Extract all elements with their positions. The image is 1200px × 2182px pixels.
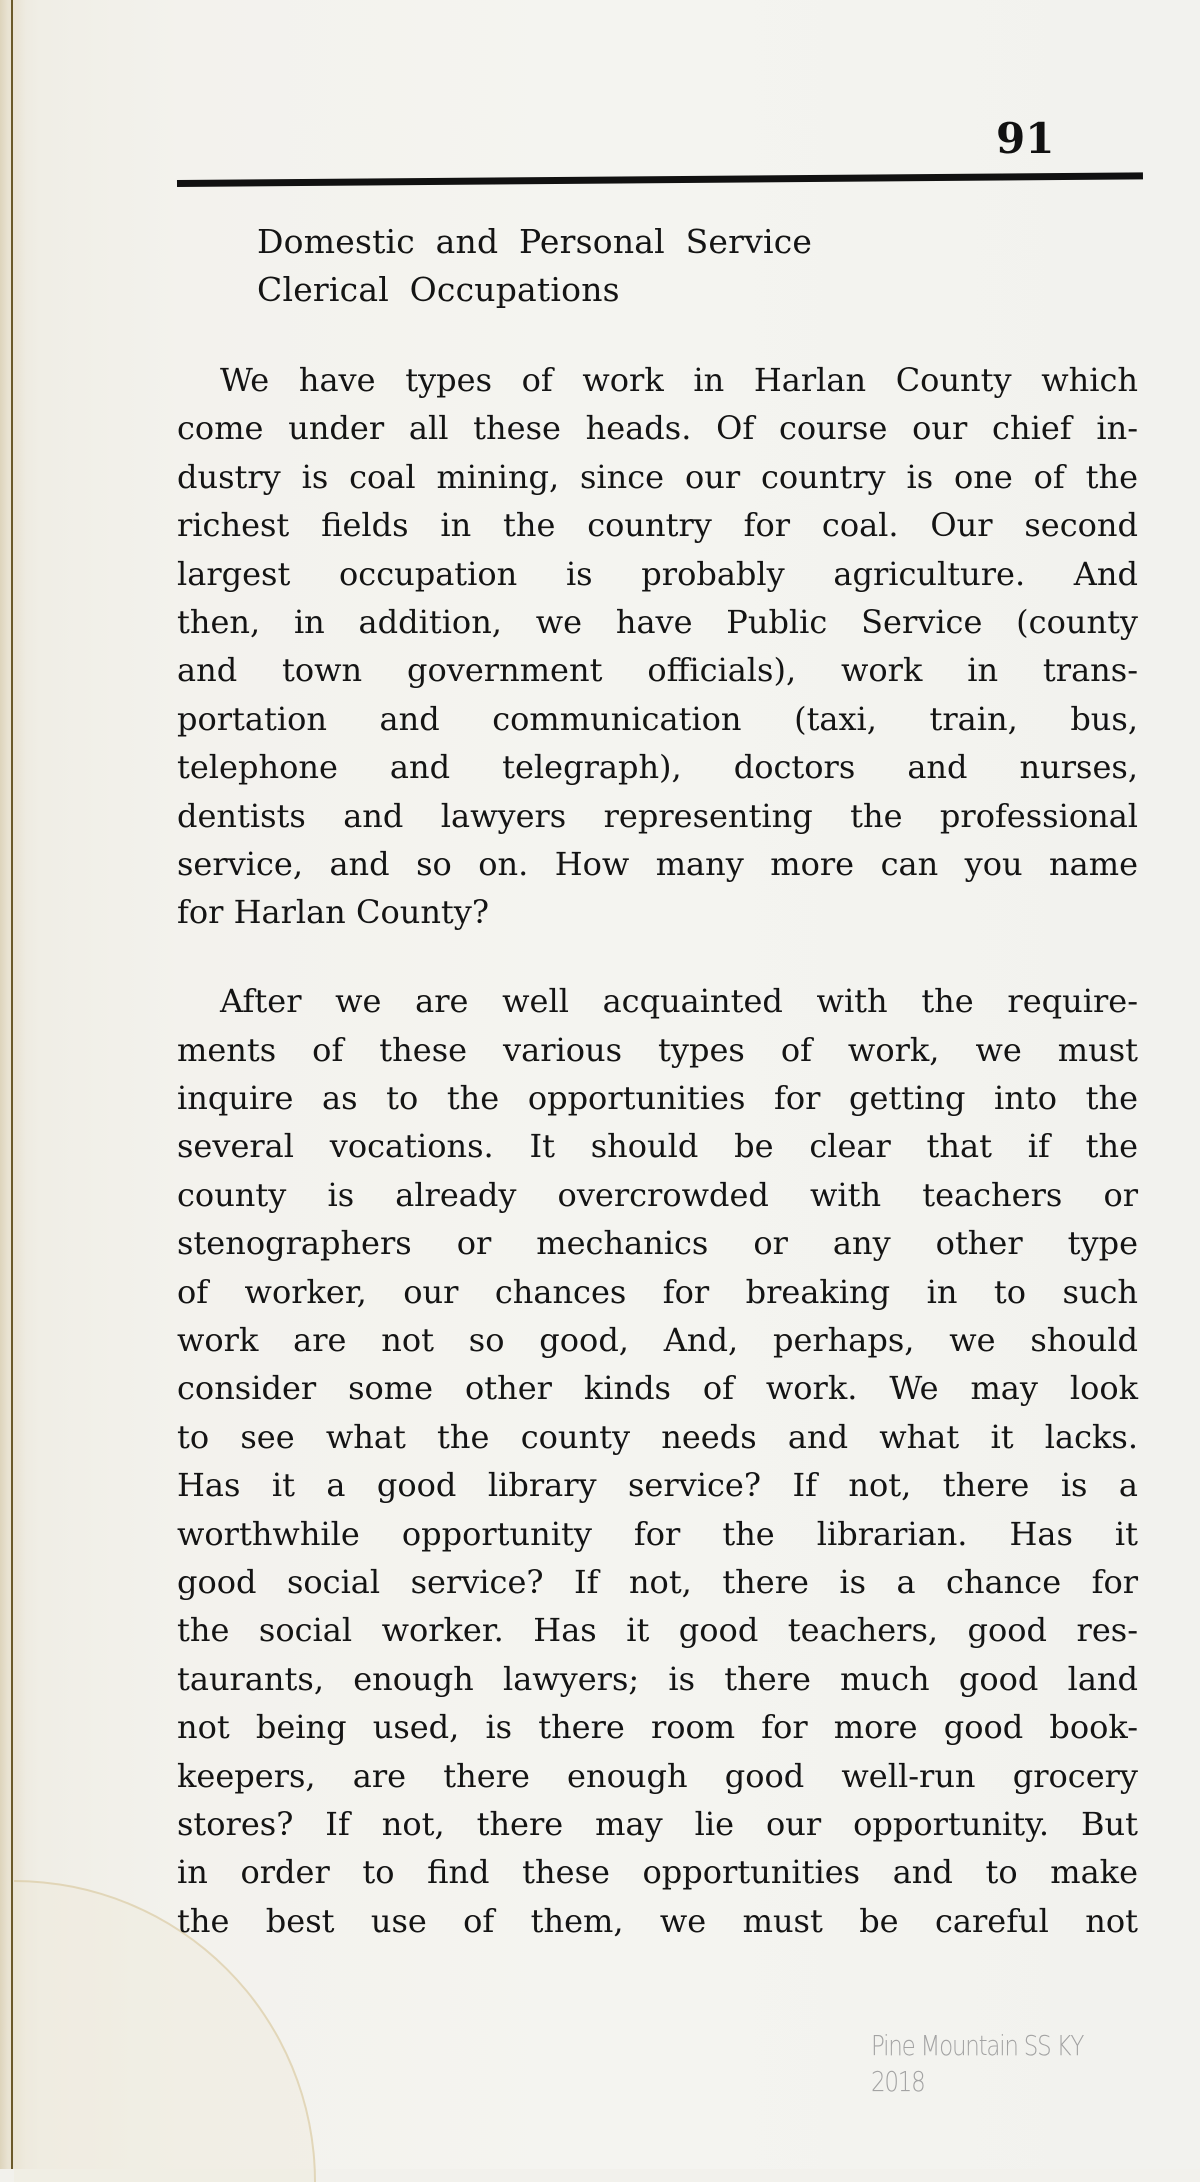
text-line: inquire as to the opportunities for getting into the [177,1079,1138,1118]
text-line: telephone and telegraph), doctors and nurses, [177,748,1138,787]
text-line: service, and so on. How many more can you name [177,844,1138,883]
text-line: stores? If not, there may lie our opportunity. But [177,1804,1138,1843]
binding-edge [11,0,13,2169]
text-line: richest fields in the country for coal. Our second [177,506,1138,545]
heading-line: Clerical Occupations [257,270,620,309]
text-line: consider some other kinds of work. We may look [177,1369,1138,1408]
text-line: dustry is coal mining, since our country is one of the [177,457,1138,496]
page-number: 91 [996,114,1055,163]
text-line: good social service? If not, there is a chance for [177,1562,1138,1601]
text-line: then, in addition, we have Public Service (county [177,602,1138,641]
text-line: stenographers or mechanics or any other type [177,1224,1138,1263]
text-line: in order to find these opportunities and to make [177,1853,1138,1892]
binding-shadow [0,0,26,2169]
paragraph-1 [177,356,1138,937]
text-line: to see what the county needs and what it lacks. [177,1417,1138,1456]
watermark: Pine Mountain SS KY 2018 [871,2029,1084,2098]
text-line: taurants, enough lawyers; is there much good land [177,1659,1138,1698]
text-line: not being used, is there room for more good book- [177,1708,1138,1747]
text-line: work are not so good, And, perhaps, we should [177,1321,1138,1360]
text-line: ments of these various types of work, we must [177,1030,1138,1069]
text-line: of worker, our chances for breaking in to such [177,1272,1138,1311]
text-line: dentists and lawyers representing the professional [177,796,1138,835]
text-line: for Harlan County? [177,893,490,932]
heading-line: Domestic and Personal Service [257,222,813,261]
text-line: Has it a good library service? If not, there is a [177,1466,1138,1505]
text-line: county is already overcrowded with teachers or [177,1175,1138,1214]
section-heading [257,218,812,314]
paragraph-2 [177,977,1138,1945]
text-line: largest occupation is probably agriculture. And [177,554,1138,593]
text-line: worthwhile opportunity for the librarian. Has it [177,1514,1138,1553]
text-line: keepers, are there enough good well-run grocery [177,1756,1138,1795]
text-line: several vocations. It should be clear that if the [177,1127,1138,1166]
text-line: After we are well acquainted with the require- [220,982,1138,1021]
text-line: portation and communication (taxi, train, bus, [177,699,1138,738]
text-line: come under all these heads. Of course our chief in- [177,409,1138,448]
body-text [177,356,1138,1945]
text-line: the social worker. Has it good teachers, good res- [177,1611,1138,1650]
text-line: the best use of them, we must be careful not [177,1901,1138,1940]
text-line: and town government officials), work in trans- [177,651,1138,690]
text-line: We have types of work in Harlan County which [220,361,1138,399]
